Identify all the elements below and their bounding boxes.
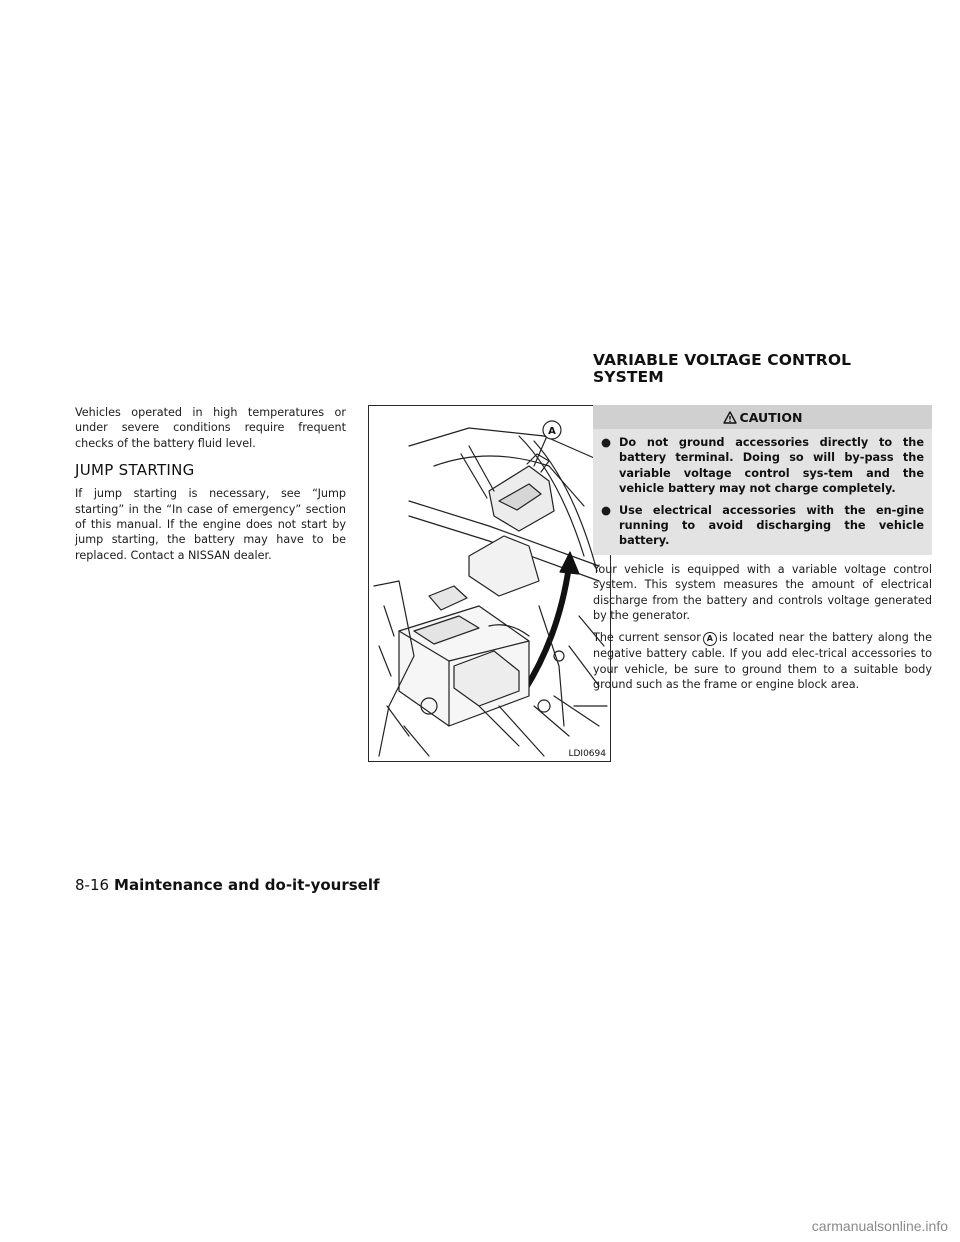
callout-a-marker: A bbox=[703, 632, 717, 646]
right-column bbox=[593, 405, 932, 692]
engine-bay-drawing bbox=[369, 406, 611, 762]
current-sensor-text-cont: is located near the battery along the negative battery cable. If you add elec-trical accessories to your vehicle, be sure to ground them to a suitable body ground such as the frame or engine block area. bbox=[593, 631, 932, 691]
caution-item bbox=[593, 497, 932, 549]
left-column bbox=[75, 405, 346, 563]
vvcs-paragraph: Your vehicle is equipped with a variable voltage control system. This system measures the amount of electrical discharge from the battery and controls voltage generated by the generator. bbox=[593, 562, 932, 623]
figure-code: LDI0694 bbox=[568, 749, 606, 759]
caution-header bbox=[593, 405, 932, 429]
bullet-icon: ● bbox=[601, 435, 612, 449]
bullet-icon: ● bbox=[601, 502, 612, 517]
battery-illustration bbox=[368, 405, 611, 762]
warning-triangle-icon bbox=[723, 411, 737, 424]
current-sensor-paragraph bbox=[593, 630, 932, 692]
jump-starting-paragraph: If jump starting is necessary, see “Jump starting” in the “In case of emergency” section of this manual. If the engine does not start by jump starting, the battery may have to be replaced. Contact a NISSAN dealer. bbox=[75, 487, 346, 562]
caution-title: CAUTION bbox=[739, 409, 803, 425]
caution-item bbox=[593, 429, 932, 497]
current-sensor-text: The current sensor bbox=[593, 631, 701, 645]
page-number: 8-16 bbox=[75, 876, 110, 894]
page-footer bbox=[75, 876, 380, 894]
section-heading: VARIABLE VOLTAGE CONTROL SYSTEM bbox=[593, 351, 852, 386]
watermark: carmanualsonline.info bbox=[811, 1218, 948, 1234]
battery-fluid-paragraph: Vehicles operated in high temperatures or under severe conditions require frequent checks of the battery fluid level. bbox=[75, 406, 346, 450]
caution-box bbox=[593, 405, 932, 555]
jump-starting-heading: JUMP STARTING bbox=[75, 461, 195, 480]
callout-a-label: A bbox=[548, 426, 556, 437]
caution-text: Do not ground accessories directly to the battery terminal. Doing so will by-pass the variable voltage control sys-tem and the vehicle battery may not charge completely. bbox=[619, 436, 924, 496]
caution-text: Use electrical accessories with the en-gine running to avoid discharging the vehicle battery. bbox=[619, 503, 924, 548]
chapter-title: Maintenance and do-it-yourself bbox=[114, 876, 380, 894]
